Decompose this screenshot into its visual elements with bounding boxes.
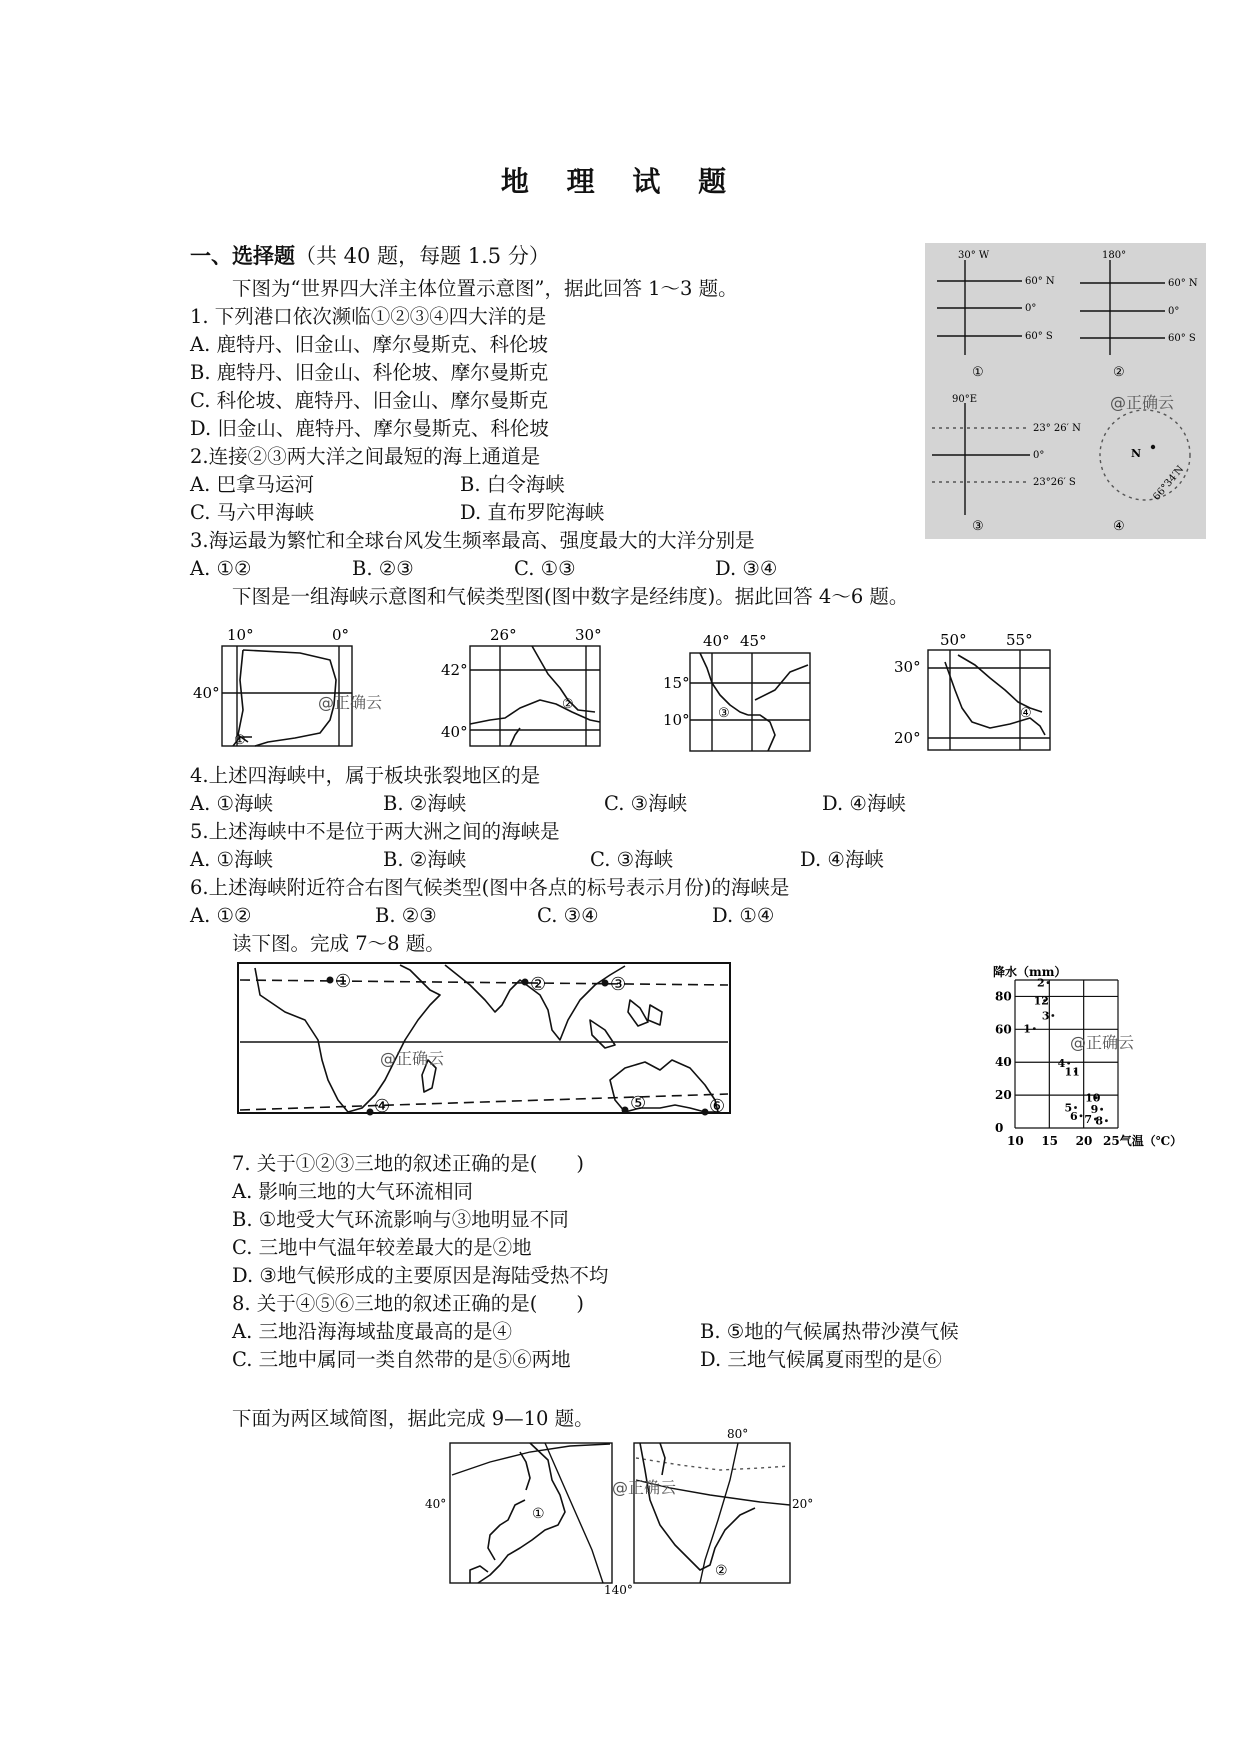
chart-x-tick: 20 <box>1075 1134 1093 1148</box>
world-point-4-label: ④ <box>374 1096 391 1117</box>
chart-y-tick: 0 <box>995 1121 1004 1135</box>
strait4-lat-b: 20° <box>894 729 921 747</box>
chart-y-tick: 80 <box>995 989 1012 1004</box>
chart-point <box>1100 1108 1103 1111</box>
q2-option-d: D. 直布罗陀海峡 <box>460 501 605 524</box>
intro-q4-6: 下图是一组海峡示意图和气候类型图(图中数字是经纬度)。据此回答 4～6 题。 <box>232 585 909 608</box>
world-point-3-label: ③ <box>610 974 627 995</box>
panel1-lat-mid: 0° <box>1025 303 1037 314</box>
chart-point-label: 7 <box>1084 1113 1093 1127</box>
strait1-lat: 40° <box>193 684 220 702</box>
strait2-number: ② <box>562 697 574 712</box>
left-number: ① <box>532 1506 545 1522</box>
region-map-left <box>425 1443 633 1597</box>
q5-option-c: C. ③海峡 <box>590 848 674 871</box>
panel3-lat-top: 23° 26′ N <box>1033 423 1081 434</box>
chart-point-label: 8 <box>1095 1114 1104 1128</box>
q8-option-a: A. 三地沿海海域盐度最高的是④ <box>232 1320 512 1343</box>
q4-option-d: D. ④海峡 <box>822 792 906 815</box>
q3-option-c: C. ①③ <box>514 557 576 580</box>
watermark: @正确云 <box>612 1478 677 1497</box>
strait1-lon-a: 10° <box>227 626 254 644</box>
chart-point-label: 9 <box>1090 1103 1099 1117</box>
q5-option-b: B. ②海峡 <box>383 848 467 871</box>
oceans-figure <box>925 243 1206 539</box>
north-pole-dot <box>1151 445 1155 449</box>
chart-x-tick: 10 <box>1007 1134 1024 1148</box>
chart-ylabel: 降水（mm） <box>993 965 1067 979</box>
q3-option-a: A. ①② <box>190 557 252 580</box>
region-map-right <box>612 1427 813 1583</box>
strait3-number: ③ <box>718 706 730 721</box>
q5-stem: 5.上述海峡中不是位于两大洲之间的海峡是 <box>190 820 560 843</box>
q7-option-d: D. ③地气候形成的主要原因是海陆受热不均 <box>232 1264 609 1287</box>
right-lat-label: 20° <box>792 1497 814 1511</box>
world-point-4-dot <box>367 1109 374 1116</box>
panel2-number: ② <box>1113 365 1125 380</box>
q2-option-c: C. 马六甲海峡 <box>190 501 315 524</box>
chart-point <box>1105 1119 1108 1122</box>
chart-point-label: 6 <box>1069 1109 1078 1123</box>
q2-stem: 2.连接②③两大洋之间最短的海上通道是 <box>190 445 541 468</box>
world-point-5-dot <box>622 1107 629 1114</box>
q4-stem: 4.上述四海峡中，属于板块张裂地区的是 <box>190 764 541 787</box>
panel4-number: ④ <box>1113 519 1125 534</box>
panel2-lat-top: 60° N <box>1168 278 1198 289</box>
q4-option-b: B. ②海峡 <box>383 792 467 815</box>
panel3-number: ③ <box>972 519 984 534</box>
right-lon-label: 80° <box>727 1427 749 1441</box>
islands-coast <box>590 1000 662 1048</box>
q3-option-b: B. ②③ <box>352 557 414 580</box>
q8-option-d: D. 三地气候属夏雨型的是⑥ <box>700 1348 942 1371</box>
q6-option-a: A. ①② <box>190 904 252 927</box>
strait4-lon-a: 50° <box>940 631 967 649</box>
strait-map-2 <box>441 626 602 746</box>
panel4-pole-label: N <box>1131 447 1142 460</box>
chart-xlabel: 25气温（℃） <box>1103 1134 1183 1148</box>
world-point-1-label: ① <box>335 971 352 992</box>
chart-point-label: 10 <box>1085 1091 1101 1105</box>
strait3-lon-a: 40° <box>703 632 730 650</box>
world-point-1-dot <box>327 977 334 984</box>
chart-point-label: 11 <box>1064 1065 1080 1079</box>
panel3-lon: 90°E <box>952 394 978 405</box>
right-number: ② <box>715 1563 728 1579</box>
panel3-lat-bot: 23°26′ S <box>1033 477 1076 488</box>
q6-stem: 6.上述海峡附近符合右图气候类型(图中各点的标号表示月份)的海峡是 <box>190 876 790 899</box>
world-point-6-dot <box>702 1109 709 1116</box>
panel4-circle-label: 66°34′N <box>1151 463 1187 503</box>
intro-q1-3: 下图为“世界四大洋主体位置示意图”，据此回答 1～3 题。 <box>232 277 738 300</box>
page-title: 地 理 试 题 <box>500 165 741 198</box>
right-dotted-line <box>636 1458 790 1470</box>
chart-y-tick: 60 <box>995 1022 1012 1037</box>
chart-y-tick: 20 <box>995 1088 1012 1103</box>
q7-stem: 7. 关于①②③三地的叙述正确的是( ) <box>232 1152 585 1175</box>
panel3-lat-mid: 0° <box>1033 450 1045 461</box>
right-lon-line <box>700 1443 738 1583</box>
chart-point <box>1067 1062 1070 1065</box>
left-lat-label: 40° <box>425 1497 447 1511</box>
q4-option-c: C. ③海峡 <box>604 792 688 815</box>
region-figure <box>425 1427 813 1597</box>
q1-stem: 1. 下列港口依次濒临①②③④四大洋的是 <box>190 305 547 328</box>
strait2-lat-a: 42° <box>441 661 468 679</box>
q8-stem: 8. 关于④⑤⑥三地的叙述正确的是( ) <box>232 1292 585 1315</box>
strait1-lon-b: 0° <box>332 626 350 644</box>
watermark: @正确云 <box>1070 1033 1135 1052</box>
intro-q9-10: 下面为两区域简图，据此完成 9—10 题。 <box>232 1407 594 1430</box>
strait3-lon-b: 45° <box>740 632 767 650</box>
q1-option-a: A. 鹿特丹、旧金山、摩尔曼斯克、科伦坡 <box>190 333 548 356</box>
watermark: @正确云 <box>380 1049 445 1068</box>
world-point-3-dot <box>602 980 609 987</box>
q1-option-c: C. 科伦坡、鹿特丹、旧金山、摩尔曼斯克 <box>190 389 549 412</box>
world-map-figure <box>238 963 730 1117</box>
chart-point-label: 12 <box>1033 994 1049 1008</box>
q6-option-c: C. ③④ <box>537 904 599 927</box>
strait3-lat-a: 15° <box>663 674 690 692</box>
climate-chart <box>993 964 1182 1148</box>
q1-option-b: B. 鹿特丹、旧金山、科伦坡、摩尔曼斯克 <box>190 361 549 384</box>
watermark: @正确云 <box>318 693 383 712</box>
strait2-lat-b: 40° <box>441 723 468 741</box>
chart-points <box>1023 977 1108 1128</box>
strait-map-4 <box>894 631 1050 750</box>
intro-q7-8: 读下图。完成 7～8 题。 <box>232 932 445 955</box>
left-lon-label: 140° <box>604 1583 633 1597</box>
chart-point-label: 1 <box>1023 1022 1031 1036</box>
world-point-2-dot <box>522 979 529 986</box>
q7-option-a: A. 影响三地的大气环流相同 <box>232 1180 473 1203</box>
q7-option-b: B. ①地受大气环流影响与③地明显不同 <box>232 1208 569 1231</box>
q4-option-a: A. ①海峡 <box>190 792 273 815</box>
australia-coast <box>610 1060 718 1112</box>
left-lon-line <box>545 1443 603 1583</box>
q1-option-d: D. 旧金山、鹿特丹、摩尔曼斯克、科伦坡 <box>190 417 549 440</box>
world-map-frame <box>238 963 730 1113</box>
chart-point <box>1047 981 1050 984</box>
world-point-2-label: ② <box>530 974 547 995</box>
strait-map-1 <box>193 626 382 748</box>
q5-option-d: D. ④海峡 <box>800 848 884 871</box>
panel2-lat-bot: 60° S <box>1168 333 1196 344</box>
strait1-number: ① <box>234 733 246 748</box>
left-lat-line <box>452 1444 610 1475</box>
section-note: （共 40 题，每题 1.5 分） <box>295 244 550 268</box>
world-point-6-label: ⑥ <box>709 1096 726 1117</box>
q6-option-d: D. ①④ <box>712 904 775 927</box>
panel1-lat-bot: 60° S <box>1025 331 1053 342</box>
panel1-lat-top: 60° N <box>1025 276 1055 287</box>
straits-figure <box>193 626 1050 751</box>
q5-option-a: A. ①海峡 <box>190 848 273 871</box>
tropic-north-line <box>240 980 728 985</box>
chart-point-label: 4 <box>1057 1057 1066 1071</box>
chart-x-tick: 15 <box>1041 1134 1059 1148</box>
chart-point <box>1033 1027 1036 1030</box>
q8-option-b: B. ⑤地的气候属热带沙漠气候 <box>700 1320 959 1343</box>
panel2-lon: 180° <box>1102 250 1127 261</box>
q3-stem: 3.海运最为繁忙和全球台风发生频率最高、强度最大的大洋分别是 <box>190 529 755 552</box>
chart-point <box>1080 1114 1083 1117</box>
chart-point-label: 3 <box>1041 1009 1050 1023</box>
strait2-lon-a: 26° <box>490 626 517 644</box>
strait4-lat-a: 30° <box>894 658 921 676</box>
chart-point-label: 2 <box>1037 976 1045 990</box>
chart-point <box>1074 1106 1077 1109</box>
chart-y-tick: 40 <box>995 1055 1012 1070</box>
strait-map-3 <box>663 632 810 751</box>
panel2-lat-mid: 0° <box>1168 306 1180 317</box>
q3-option-d: D. ③④ <box>715 557 778 580</box>
q2-option-a: A. 巴拿马运河 <box>190 473 314 496</box>
strait4-lon-b: 55° <box>1006 631 1033 649</box>
panel1-lon: 30° W <box>958 250 990 261</box>
section-title: 一、选择题 <box>190 243 295 268</box>
chart-point-label: 5 <box>1064 1101 1073 1115</box>
strait2-lon-b: 30° <box>575 626 602 644</box>
q7-option-c: C. 三地中气温年较差最大的是②地 <box>232 1236 532 1259</box>
world-point-5-label: ⑤ <box>630 1093 647 1114</box>
chart-point <box>1051 1014 1054 1017</box>
q8-option-c: C. 三地中属同一类自然带的是⑤⑥两地 <box>232 1348 571 1371</box>
q6-option-b: B. ②③ <box>375 904 437 927</box>
q2-option-b: B. 白令海峡 <box>460 473 565 496</box>
panel1-number: ① <box>972 365 984 380</box>
strait3-lat-b: 10° <box>663 711 690 729</box>
watermark: @正确云 <box>1110 393 1175 412</box>
strait4-number: ④ <box>1020 706 1032 721</box>
